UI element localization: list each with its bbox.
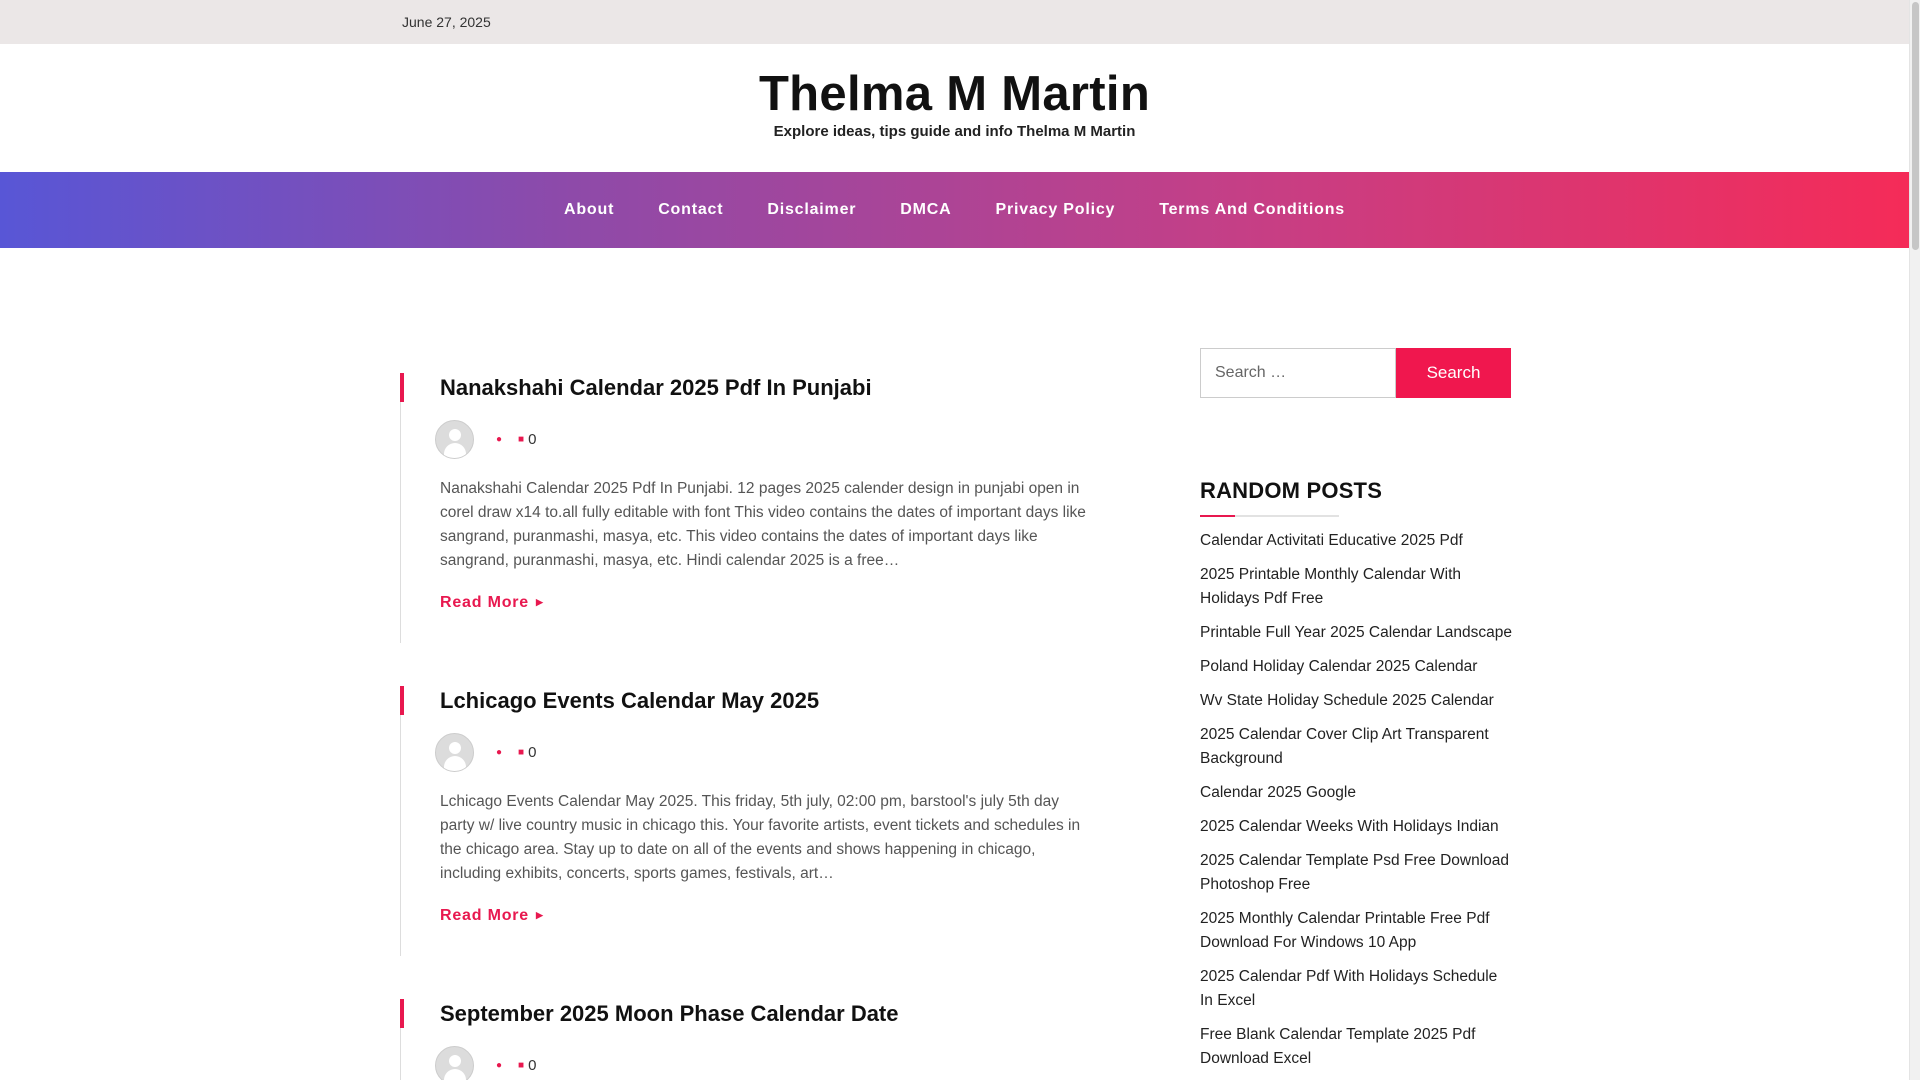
sidebar [1200, 348, 1512, 1080]
nav-item-terms-and-conditions[interactable]: Terms And Conditions [1159, 201, 1345, 218]
read-more-label: Read More [440, 907, 529, 924]
search-button[interactable]: Search [1396, 348, 1511, 398]
post-meta [435, 1045, 536, 1080]
comment-icon[interactable]: ■ [518, 746, 525, 758]
comment-count[interactable]: 0 [528, 743, 537, 761]
post-accent-bar [400, 686, 404, 715]
nav-item-dmca[interactable]: DMCA [900, 201, 952, 218]
site-header [0, 44, 1909, 172]
nav-item-privacy-policy[interactable]: Privacy Policy [995, 201, 1116, 218]
user-avatar-icon[interactable] [435, 733, 474, 772]
random-post-link[interactable]: 2025 Calendar Weeks With Holidays Indian [1200, 818, 1499, 835]
search-form [1200, 348, 1512, 398]
random-post-link[interactable]: Poland Holiday Calendar 2025 Calendar [1200, 658, 1478, 675]
post-meta [435, 732, 536, 772]
nav-item-contact[interactable]: Contact [658, 201, 724, 218]
post-title[interactable]: September 2025 Moon Phase Calendar Date [440, 1001, 899, 1026]
current-date: June 27, 2025 [402, 14, 491, 30]
random-post-link[interactable]: 2025 Monthly Calendar Printable Free Pdf Download For Windows 10 App [1200, 910, 1490, 951]
random-post-link[interactable]: 2025 Calendar Template Psd Free Download Photoshop Free [1200, 852, 1510, 893]
widget-title-underline [1200, 515, 1339, 517]
search-input[interactable] [1200, 348, 1396, 398]
top-bar [0, 0, 1909, 44]
post-card [400, 999, 1100, 1080]
post-card [400, 686, 1100, 946]
random-post-link[interactable]: Calendar Activitati Educative 2025 Pdf [1200, 532, 1463, 549]
comment-count[interactable]: 0 [528, 1056, 537, 1074]
user-icon[interactable]: ● [496, 1059, 503, 1071]
chevron-right-icon: ▶ [536, 597, 544, 608]
post-card [400, 373, 1100, 633]
nav-item-about[interactable]: About [564, 201, 615, 218]
random-post-link[interactable]: 2025 Calendar Cover Clip Art Transparent Background [1200, 726, 1489, 767]
post-divider-line [400, 1028, 401, 1080]
post-excerpt: Nanakshahi Calendar 2025 Pdf In Punjabi. 12 pages 2025 calender design in punjabi open in corel draw x14 to.all fully editable with font This video contains the dates of important days like sangrand, puranmashi, masya, etc. This video contains the dates of important days like sangrand, puranmashi, masya, etc. Hindi calendar 2025 is a free… [440, 480, 1086, 569]
read-more-label: Read More [440, 594, 529, 611]
main-navigation [0, 172, 1909, 248]
post-divider-line [400, 715, 401, 956]
read-more-link[interactable] [440, 907, 544, 925]
random-post-link[interactable]: Free Blank Calendar Template 2025 Pdf Download Excel [1200, 1026, 1476, 1067]
comment-icon[interactable]: ■ [518, 1059, 525, 1071]
post-title[interactable]: Lchicago Events Calendar May 2025 [440, 688, 820, 713]
random-post-link[interactable]: Printable Full Year 2025 Calendar Landscape [1200, 624, 1512, 641]
user-avatar-icon[interactable] [435, 1046, 474, 1080]
post-meta [435, 419, 536, 459]
post-divider-line [400, 402, 401, 643]
post-accent-bar [400, 373, 404, 402]
post-accent-bar [400, 999, 404, 1028]
comment-icon[interactable]: ■ [518, 433, 525, 445]
random-post-link[interactable]: 2025 Printable Monthly Calendar With Holidays Pdf Free [1200, 566, 1462, 607]
random-post-link[interactable]: Calendar 2025 Google [1200, 784, 1356, 801]
random-post-link[interactable]: Wv State Holiday Schedule 2025 Calendar [1200, 692, 1494, 709]
random-post-link[interactable]: 2025 Calendar Pdf With Holidays Schedule In Excel [1200, 968, 1498, 1009]
read-more-link[interactable] [440, 594, 544, 612]
user-icon[interactable]: ● [496, 433, 503, 445]
user-icon[interactable]: ● [496, 746, 503, 758]
random-posts-heading: RANDOM POSTS [1200, 478, 1383, 503]
user-avatar-icon[interactable] [435, 420, 474, 459]
post-excerpt: Lchicago Events Calendar May 2025. This friday, 5th july, 02:00 pm, barstool's july 5th day party w/ live country music in chicago this. Your favorite artists, event tickets and schedules in the chicago area. Stay up to date on all of the events and shows happening in chicago, including exhibits, concerts, sports games, festivals, art… [440, 793, 1081, 882]
vertical-scrollbar[interactable] [1909, 0, 1920, 1080]
chevron-right-icon: ▶ [536, 910, 544, 921]
scrollbar-thumb[interactable] [1912, 2, 1919, 250]
random-posts-list [1200, 529, 1512, 1071]
comment-count[interactable]: 0 [528, 430, 537, 448]
post-title[interactable]: Nanakshahi Calendar 2025 Pdf In Punjabi [440, 375, 872, 400]
site-tagline: Explore ideas, tips guide and info Thelma M Martin [773, 123, 1136, 140]
site-title[interactable]: Thelma M Martin [758, 67, 1151, 121]
nav-item-disclaimer[interactable]: Disclaimer [767, 201, 857, 218]
